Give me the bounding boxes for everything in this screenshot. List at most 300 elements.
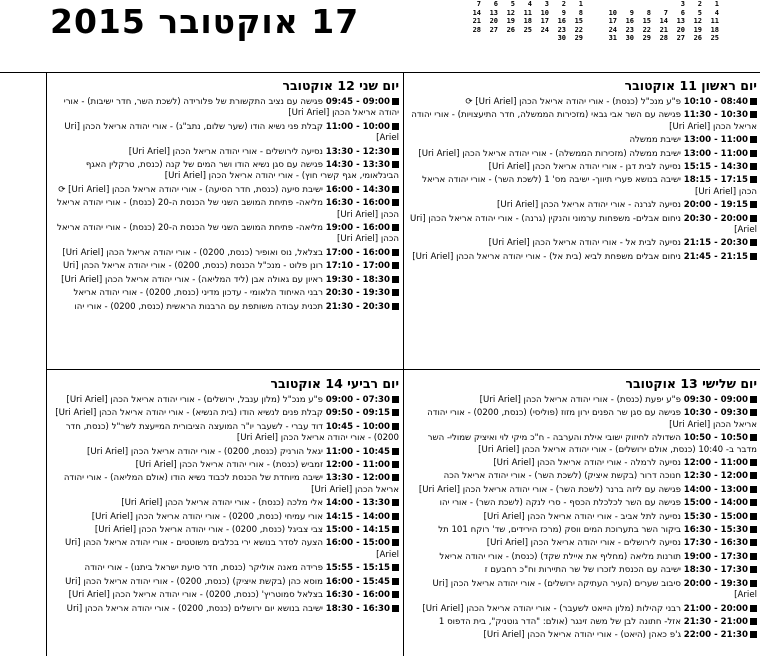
event-time: 10:30 - 11:30 bbox=[683, 110, 748, 121]
event-bullet-icon bbox=[392, 148, 399, 155]
calendar-event[interactable] bbox=[51, 604, 399, 615]
event-description: מליאה- פתיחת המושב השני של הכנסת ה-20 (כנסת) - אורי יהודה אריאל הכהן [Uri Ariel] bbox=[57, 223, 399, 245]
calendar-date: 28 bbox=[659, 34, 668, 42]
calendar-date bbox=[634, 0, 651, 9]
calendar-event[interactable] bbox=[51, 198, 399, 221]
event-bullet-icon bbox=[392, 123, 399, 130]
event-time: 17:30 - 18:30 bbox=[683, 565, 748, 576]
event-bullet-icon bbox=[392, 423, 399, 430]
calendar-event[interactable] bbox=[409, 135, 757, 146]
event-bullet-icon bbox=[750, 605, 757, 612]
event-time: 09:00 - 09:45 bbox=[325, 97, 390, 107]
event-bullet-icon bbox=[750, 631, 757, 638]
event-bullet-icon bbox=[750, 580, 757, 587]
calendar-event[interactable] bbox=[409, 471, 757, 482]
day-monday bbox=[51, 76, 399, 366]
event-description: פגישה עם סגן שר הפנים ירון מזוז (פוליסי) (כנסת, 0200) - אורי יהודה אריאל הכהן [Uri Ariel] bbox=[427, 408, 757, 430]
day-tuesday bbox=[409, 374, 757, 656]
column-divider bbox=[403, 72, 404, 656]
event-description: פגישה עם סגן נשיא הודו ושר המים של קנה (כנסת, טרקלין האגף הבינלאומי, אגף קשרי חוץ) - אורי יהודה אריאל הכהן [Uri Ariel] bbox=[85, 160, 399, 182]
calendar-date bbox=[481, 34, 498, 43]
event-description: קבלת פני נשיא הודו (שער שלום, נתב"ג) - אורי יהודה אריאל הכהן [Uri Ariel] bbox=[64, 121, 399, 144]
event-bullet-icon bbox=[392, 161, 399, 168]
calendar-event[interactable] bbox=[51, 288, 399, 299]
event-description: חנוכה דרור (בקשת איציק) (לשכת השר) - אורי יהודה אריאל הכה bbox=[443, 471, 681, 482]
calendar-date: 12 bbox=[693, 17, 702, 25]
event-bullet-icon bbox=[750, 459, 757, 466]
event-time: 11:00 - 13:00 bbox=[683, 148, 748, 159]
event-bullet-icon bbox=[392, 539, 399, 546]
event-bullet-icon bbox=[392, 591, 399, 598]
event-time: 10:50 - 10:50 bbox=[683, 433, 748, 444]
event-description: בצלאל, נוס ואופיר (כנסת, 0200) - אורי יהודה אריאל הכהן [Uri Ariel] bbox=[62, 247, 323, 258]
event-description: נסיעה לירושלים - אורי יהודה אריאל הכהן [Uri Ariel] bbox=[486, 538, 681, 549]
calendar-date: 1 bbox=[578, 0, 583, 8]
event-description: נסיעה לתל אביב - אורי יהודה אריאל הכהן [Uri Ariel] bbox=[483, 511, 681, 522]
calendar-date: 2 bbox=[561, 0, 566, 8]
calendar-week-row bbox=[600, 0, 719, 9]
calendar-date: 19 bbox=[693, 25, 702, 34]
calendar-event[interactable] bbox=[409, 458, 757, 469]
event-bullet-icon bbox=[392, 605, 399, 612]
event-bullet-icon bbox=[750, 553, 757, 560]
event-description: רונן פלוט - מנכ"ל הכנסת (כנסת, 0200) - אורי יהודה אריאל הכהן [Uri bbox=[62, 261, 323, 272]
event-bullet-icon bbox=[750, 618, 757, 625]
event-time: 19:15 - 20:00 bbox=[683, 200, 748, 211]
calendar-date: 9 bbox=[561, 8, 566, 17]
event-time: 07:30 - 09:00 bbox=[325, 395, 390, 405]
event-time: 09:00 - 09:30 bbox=[683, 395, 748, 405]
calendar-date: 27 bbox=[676, 34, 685, 42]
calendar-event[interactable] bbox=[409, 433, 757, 456]
calendar-event[interactable] bbox=[51, 160, 399, 183]
calendar-event[interactable] bbox=[51, 460, 399, 471]
event-description: יגאל הורניק (כנסת, 0200) - אורי יהודה אריאל הכהן [Uri Ariel] bbox=[86, 446, 323, 457]
event-description: פגישה עם נציב התקשורת של פלורידה (לשכת השר, חדר ישיבות) - אורי יהודה אריאל הכהן [Uri Ariel] bbox=[63, 97, 399, 119]
event-bullet-icon bbox=[750, 566, 757, 573]
calendar-event[interactable] bbox=[51, 248, 399, 259]
event-time: 17:15 - 18:15 bbox=[683, 175, 748, 186]
event-time: 12:00 - 13:30 bbox=[325, 473, 390, 484]
event-bullet-icon bbox=[750, 150, 757, 157]
calendar-event[interactable] bbox=[409, 498, 757, 509]
calendar-date: 3 bbox=[680, 0, 685, 8]
event-description: ישיבת ממשלה (מזכירות הממשלה) - אורי יהודה אריאל הכהן [Uri Ariel] bbox=[418, 148, 681, 159]
calendar-date: 11 bbox=[523, 8, 532, 17]
calendar-date: 13 bbox=[489, 8, 498, 17]
event-time: 15:00 - 15:30 bbox=[683, 511, 748, 522]
calendar-date: 31 bbox=[608, 34, 617, 42]
event-description: ישיבת ממשלה bbox=[629, 135, 681, 146]
calendar-date: 21 bbox=[472, 17, 481, 25]
calendar-event[interactable] bbox=[409, 565, 757, 576]
event-description: פרידה מאנה אוליקר (כנסת, חדר סיעת ישראל ביתנו) - אורי יהודה bbox=[84, 563, 323, 574]
calendar-date: 6 bbox=[493, 0, 498, 8]
event-time: 13:30 - 14:30 bbox=[325, 160, 390, 171]
page-title: 17 אוקטובר 2015 bbox=[50, 2, 360, 41]
calendar-date: 24 bbox=[608, 25, 617, 34]
event-time: 11:00 - 12:00 bbox=[325, 460, 390, 471]
event-time: 14:00 - 15:00 bbox=[683, 498, 748, 509]
calendar-event[interactable] bbox=[51, 498, 399, 509]
calendar-event[interactable] bbox=[409, 214, 757, 237]
event-time: 16:00 - 19:00 bbox=[325, 223, 390, 234]
event-description: ישיבת סיעה (כנסת, חדר הסיעה) - אורי יהודה אריאל הכהן [Uri Ariel] ⟳ bbox=[58, 184, 323, 195]
calendar-date bbox=[617, 0, 634, 9]
event-time: 13:00 - 14:00 bbox=[683, 484, 748, 495]
event-bullet-icon bbox=[750, 486, 757, 493]
calendar-date: 10 bbox=[608, 8, 617, 17]
page-header bbox=[0, 0, 760, 73]
mini-calendar-previous-month bbox=[464, 0, 583, 43]
event-description: צבי צביגל (כנסת, 0200) - אורי יהודה אריאל הכהן [Uri Ariel] bbox=[94, 525, 323, 536]
event-bullet-icon bbox=[750, 396, 757, 403]
calendar-date: 8 bbox=[578, 8, 583, 17]
calendar-event[interactable] bbox=[51, 122, 399, 145]
event-bullet-icon bbox=[392, 409, 399, 416]
calendar-date: 23 bbox=[625, 25, 634, 34]
calendar-date: 23 bbox=[557, 25, 566, 34]
event-description: זמביש (כנסת) - אורי יהודה אריאל הכהן [Uri Ariel] bbox=[135, 460, 323, 471]
calendar-week-row bbox=[600, 9, 719, 18]
event-description: ראיון עם גאולה אבן (ליד המליאה) - אורי יהודה אריאל הכהן [Uri Ariel] bbox=[61, 274, 323, 285]
event-description: נסיעה לגרנה - אורי יהודה אריאל הכהן [Uri Ariel] bbox=[497, 200, 681, 211]
event-description: הצעה לסדר בנושא ירי בכלבים משוטטים - אורי יהודה אריאל הכהן [Uri Ariel] bbox=[64, 538, 399, 560]
event-description: קבלת פנים לנשיא הודו (בית הנשיא) - אורי יהודה אריאל הכהן [Uri Ariel] bbox=[55, 408, 323, 419]
calendar-event[interactable] bbox=[51, 525, 399, 536]
calendar-week-row bbox=[600, 17, 719, 26]
calendar-date: 19 bbox=[506, 17, 515, 25]
event-time: 20:00 - 21:00 bbox=[683, 603, 748, 614]
event-time: 13:30 - 14:00 bbox=[325, 498, 390, 509]
day-title: יום ראשון 11 אוקטובר bbox=[624, 78, 757, 93]
event-time: 17:00 - 17:10 bbox=[325, 261, 390, 272]
calendar-date: 12 bbox=[506, 8, 515, 17]
event-description: נסיעה לרמלה - אורי יהודה אריאל הכהן [Uri Ariel] bbox=[493, 458, 681, 469]
calendar-date: 20 bbox=[489, 17, 498, 25]
calendar-date: 20 bbox=[676, 25, 685, 34]
event-bullet-icon bbox=[392, 303, 399, 310]
event-description: תורנות מליאה (מחליף את איילת שקד) (כנסת) - אורי יהודה אריאל bbox=[439, 551, 681, 562]
calendar-date: 29 bbox=[642, 34, 651, 42]
calendar-event[interactable] bbox=[409, 538, 757, 549]
calendar-date: 13 bbox=[676, 17, 685, 25]
event-time: 16:00 - 16:30 bbox=[325, 198, 390, 209]
mini-calendar-next-month bbox=[600, 0, 719, 43]
day-title: יום שלישי 13 אוקטובר bbox=[625, 376, 757, 391]
calendar-week-row bbox=[464, 17, 583, 26]
calendar-event[interactable] bbox=[51, 275, 399, 286]
day-title: יום שני 12 אוקטובר bbox=[282, 78, 399, 93]
day-sunday bbox=[409, 76, 757, 366]
event-bullet-icon bbox=[392, 98, 399, 105]
calendar-date: 22 bbox=[574, 25, 583, 34]
event-description: נסיעה לבית דגן - אורי יהודה אריאל הכהן [Uri Ariel] bbox=[488, 162, 681, 173]
event-bullet-icon bbox=[392, 224, 399, 231]
event-time: 18:30 - 19:30 bbox=[325, 274, 390, 285]
calendar-event[interactable] bbox=[409, 97, 757, 108]
calendar-event[interactable] bbox=[409, 512, 757, 523]
event-bullet-icon bbox=[392, 474, 399, 481]
calendar-date: 21 bbox=[659, 25, 668, 34]
event-bullet-icon bbox=[750, 513, 757, 520]
calendar-event[interactable] bbox=[409, 604, 757, 615]
calendar-date: 22 bbox=[642, 25, 651, 34]
event-bullet-icon bbox=[750, 176, 757, 183]
event-description: השדולה לחיזוק ישובי אילת והערבה - ח"כ מיקי לוי ואיציק שמולי- השר מדבר ב- 10:40 (כנסת, אולם ירושלים) - אורי יהודה אריאל הכהן [Uri Ariel] bbox=[427, 433, 757, 455]
event-description: רבני קהילות (מלון הייאט לשעבר) - אורי יהודה אריאל הכהן [Uri Ariel] bbox=[422, 603, 681, 614]
event-bullet-icon bbox=[392, 461, 399, 468]
event-description: רבני האיחוד הלאומי - עדכון מדיני (כנסת, 0200) - אורי יהודה אריאל bbox=[73, 288, 323, 299]
calendar-event[interactable] bbox=[51, 422, 399, 445]
calendar-event[interactable] bbox=[409, 630, 757, 641]
event-bullet-icon bbox=[750, 201, 757, 208]
event-time: 20:00 - 20:30 bbox=[683, 213, 748, 224]
event-description: ביקור השר בתערוכת המים ווסק (מרכז הירידים, שד' רוקח 101 תל bbox=[438, 525, 681, 536]
calendar-event[interactable] bbox=[409, 408, 757, 431]
calendar-date: 29 bbox=[574, 34, 583, 42]
event-bullet-icon bbox=[392, 199, 399, 206]
event-time: 16:30 - 18:30 bbox=[325, 603, 390, 614]
calendar-event[interactable] bbox=[409, 162, 757, 173]
calendar-event[interactable] bbox=[51, 185, 399, 196]
calendar-event[interactable] bbox=[51, 395, 399, 406]
event-bullet-icon bbox=[392, 276, 399, 283]
event-time: 11:00 - 12:00 bbox=[683, 458, 748, 469]
event-description: ישיבה בנושא יום ירושלים (כנסת, 0200) - אורי יהודה אריאל הכהן [Uri bbox=[66, 603, 323, 614]
calendar-date: 18 bbox=[523, 17, 532, 25]
event-description: סיבוב שערים (העיר העתיקה ירושלים) - אורי יהודה אריאל הכהן [Uri Ariel] bbox=[432, 578, 757, 601]
calendar-date: 26 bbox=[693, 34, 702, 42]
calendar-event[interactable] bbox=[409, 252, 757, 263]
calendar-date: 9 bbox=[629, 8, 634, 17]
calendar-date: 3 bbox=[544, 0, 549, 8]
event-bullet-icon bbox=[392, 564, 399, 571]
event-time: 09:15 - 09:50 bbox=[325, 408, 390, 419]
event-bullet-icon bbox=[750, 434, 757, 441]
calendar-event[interactable] bbox=[409, 238, 757, 249]
event-bullet-icon bbox=[750, 539, 757, 546]
calendar-date: 5 bbox=[697, 8, 702, 17]
calendar-event[interactable] bbox=[409, 110, 757, 133]
calendar-date bbox=[515, 34, 532, 43]
calendar-date: 15 bbox=[642, 17, 651, 25]
event-bullet-icon bbox=[392, 448, 399, 455]
event-bullet-icon bbox=[750, 215, 757, 222]
calendar-date: 28 bbox=[472, 25, 481, 34]
event-bullet-icon bbox=[392, 578, 399, 585]
event-time: 15:30 - 16:30 bbox=[683, 525, 748, 536]
calendar-date: 17 bbox=[608, 17, 617, 25]
event-time: 11:00 - 13:00 bbox=[683, 135, 748, 146]
event-description: בצלאל סמוטריץ' (כנסת, 0200) - אורי יהודה אריאל הכהן [Uri Ariel] bbox=[68, 590, 323, 601]
calendar-week-row bbox=[464, 34, 583, 43]
calendar-date: 2 bbox=[697, 0, 702, 8]
calendar-event[interactable] bbox=[409, 149, 757, 160]
calendar-date: 11 bbox=[710, 17, 719, 25]
calendar-date: 6 bbox=[680, 8, 685, 17]
day-title: יום רביעי 14 אוקטובר bbox=[270, 376, 399, 391]
event-time: 19:30 - 20:00 bbox=[683, 578, 748, 589]
calendar-date: 18 bbox=[710, 25, 719, 34]
calendar-date: 17 bbox=[540, 17, 549, 25]
event-time: 21:30 - 22:00 bbox=[683, 630, 748, 641]
calendar-date: 1 bbox=[714, 0, 719, 8]
event-description: ג'פ כאהן (היאט) - אורי יהודה אריאל הכהן [Uri Ariel] bbox=[483, 630, 681, 641]
event-time: 10:45 - 11:00 bbox=[325, 446, 390, 457]
event-description: פגישה עם השר אבי גבאי (מזכירות הממשלה, חדר התיעצויות) - אורי יהודה אריאל הכהן [Uri Ariel] bbox=[411, 110, 757, 132]
event-time: 20:30 - 21:15 bbox=[683, 238, 748, 249]
event-description: ניחום אבלים- משפחות ערמוני והנקין (גרנה) - אורי יהודה אריאל הכהן [Uri Ariel] bbox=[410, 213, 757, 236]
calendar-event[interactable] bbox=[51, 447, 399, 458]
calendar-date: 16 bbox=[557, 17, 566, 25]
calendar-event[interactable] bbox=[51, 302, 399, 313]
calendar-date: 24 bbox=[540, 25, 549, 34]
calendar-date: 14 bbox=[659, 17, 668, 25]
event-bullet-icon bbox=[750, 253, 757, 260]
event-bullet-icon bbox=[750, 111, 757, 118]
calendar-event[interactable] bbox=[409, 200, 757, 211]
event-time: 16:00 - 17:00 bbox=[325, 247, 390, 258]
event-time: 21:15 - 21:45 bbox=[683, 251, 748, 262]
calendar-date bbox=[464, 34, 481, 43]
event-time: 14:00 - 14:15 bbox=[325, 511, 390, 522]
event-bullet-icon bbox=[750, 98, 757, 105]
event-time: 12:30 - 13:30 bbox=[325, 146, 390, 157]
event-description: מליאה- פתיחת המושב השני של הכנסת ה-20 (כנסת) - אורי יהודה אריאל הכהן [Uri Ariel] bbox=[57, 198, 399, 220]
event-bullet-icon bbox=[750, 163, 757, 170]
event-time: 09:30 - 10:30 bbox=[683, 408, 748, 419]
calendar-event[interactable] bbox=[409, 617, 757, 628]
event-description: פ"ע מנכ"ל (מלון ענבל, ירושלים) - אורי יהודה אריאל הכהן [Uri Ariel] bbox=[66, 395, 323, 405]
event-time: 19:30 - 20:30 bbox=[325, 288, 390, 299]
event-time: 15:45 - 16:00 bbox=[325, 576, 390, 587]
event-description: נסיעה לירושלים - אורי יהודה אריאל הכהן [Uri Ariel] bbox=[128, 146, 323, 157]
calendar-date: 16 bbox=[625, 17, 634, 25]
calendar-date: 5 bbox=[510, 0, 515, 8]
event-bullet-icon bbox=[392, 526, 399, 533]
event-time: 12:00 - 12:30 bbox=[683, 471, 748, 482]
calendar-event[interactable] bbox=[409, 552, 757, 563]
event-time: 14:30 - 16:00 bbox=[325, 184, 390, 195]
event-bullet-icon bbox=[750, 499, 757, 506]
event-description: ישיבה בנושא פערי תיווך- ישיבה מס' 1 (לשכת השר) - אורי יהודה אריאל הכהן [Uri Ariel] bbox=[422, 175, 757, 197]
calendar-date: 4 bbox=[527, 0, 532, 8]
event-time: 14:30 - 15:15 bbox=[683, 162, 748, 173]
event-time: 16:30 - 17:30 bbox=[683, 538, 748, 549]
calendar-event[interactable] bbox=[51, 261, 399, 272]
event-description: דוד עברי - לשעבר יו"ר המועצה הציבורית המייעצת לשר"ל (כנסת, חדר 0200) - אורי יהודה אריאל הכהן [Uri Ariel] bbox=[65, 421, 399, 444]
calendar-event[interactable] bbox=[51, 563, 399, 574]
event-time: 20:30 - 21:30 bbox=[325, 301, 390, 312]
calendar-date: 25 bbox=[710, 34, 719, 42]
event-bullet-icon bbox=[750, 526, 757, 533]
event-bullet-icon bbox=[392, 289, 399, 296]
event-time: 08:40 - 10:10 bbox=[683, 97, 748, 107]
calendar-event[interactable] bbox=[51, 538, 399, 561]
event-description: ניחום אבלים משפחת לביא (בית אל) - אורי יהודה אריאל הכהן [Uri Ariel] bbox=[412, 251, 681, 262]
row-divider bbox=[47, 369, 760, 370]
event-bullet-icon bbox=[392, 513, 399, 520]
event-bullet-icon bbox=[750, 136, 757, 143]
calendar-date: 27 bbox=[489, 25, 498, 34]
calendar-date: 7 bbox=[663, 8, 668, 17]
calendar-date: 10 bbox=[540, 8, 549, 17]
calendar-week-row bbox=[600, 26, 719, 35]
calendar-date: 26 bbox=[506, 25, 515, 34]
day-wednesday bbox=[51, 374, 399, 656]
event-description: פגישה עם השר לכלכלת הכסף - סרי לנקה (לשכת השר) - אורי יהו bbox=[439, 498, 681, 509]
event-description: אזל- חתונה לבן של משה זינגר (אולם: "הדר גוטניק", בית הדפוס 1 bbox=[438, 616, 681, 627]
calendar-week-row bbox=[464, 9, 583, 18]
event-description: אורי עמיחי (כנסת, 0200) - אורי יהודה אריאל הכהן [Uri Ariel] bbox=[91, 511, 323, 522]
calendar-event[interactable] bbox=[51, 512, 399, 523]
calendar-date: 4 bbox=[714, 8, 719, 17]
event-time: 21:00 - 21:30 bbox=[683, 616, 748, 627]
calendar-event[interactable] bbox=[51, 223, 399, 246]
calendar-week-row bbox=[464, 26, 583, 35]
calendar-date: 8 bbox=[646, 8, 651, 17]
event-description: ישיבה מיוחדת של הכנסת לכבוד נשיא הודו (אולם המליאה) - אורי יהודה אריאל הכהן [Uri Ariel] bbox=[63, 473, 399, 495]
event-description: נסיעה לבית אל - אורי יהודה אריאל הכהן [Uri Ariel] bbox=[488, 238, 681, 249]
event-description: פ"ע מנכ"ל (כנסת) - אורי יהודה אריאל הכהן [Uri Ariel] ⟳ bbox=[465, 97, 681, 107]
calendar-event[interactable] bbox=[51, 473, 399, 496]
calendar-date bbox=[600, 0, 617, 9]
event-time: 10:00 - 11:00 bbox=[325, 121, 390, 132]
calendar-date bbox=[651, 0, 668, 9]
event-time: 14:15 - 15:00 bbox=[325, 525, 390, 536]
calendar-event[interactable] bbox=[409, 485, 757, 496]
event-description: אלי מלכה (כנסת) - אורי יהודה אריאל הכהן [Uri Ariel] bbox=[121, 498, 323, 509]
calendar-event[interactable] bbox=[51, 97, 399, 120]
event-time: 15:15 - 15:55 bbox=[325, 563, 390, 574]
event-time: 16:00 - 16:30 bbox=[325, 590, 390, 601]
event-time: 10:00 - 10:45 bbox=[325, 421, 390, 432]
calendar-event[interactable] bbox=[51, 408, 399, 419]
calendar-week-row bbox=[464, 0, 583, 9]
week-grid bbox=[46, 72, 760, 656]
calendar-date bbox=[532, 34, 549, 43]
event-description: ישיבה עם הכנסת לזכרו של שר התיירות וח"כ רחבעם ז bbox=[484, 565, 681, 576]
event-bullet-icon bbox=[392, 249, 399, 256]
event-bullet-icon bbox=[750, 472, 757, 479]
calendar-week-row bbox=[600, 34, 719, 43]
calendar-event[interactable] bbox=[409, 579, 757, 602]
event-bullet-icon bbox=[392, 262, 399, 269]
calendar-event[interactable] bbox=[51, 577, 399, 588]
event-bullet-icon bbox=[392, 499, 399, 506]
calendar-date: 30 bbox=[625, 34, 634, 42]
calendar-event[interactable] bbox=[409, 175, 757, 198]
calendar-date: 14 bbox=[472, 8, 481, 17]
calendar-date: 30 bbox=[557, 34, 566, 42]
event-bullet-icon bbox=[750, 239, 757, 246]
calendar-date: 15 bbox=[574, 17, 583, 25]
event-description: תכנית עבודה משותפת עם הרבנות הראשית (כנסת, 0200) - אורי יהו bbox=[74, 301, 323, 312]
calendar-date: 7 bbox=[476, 0, 481, 8]
event-time: 17:30 - 19:00 bbox=[683, 551, 748, 562]
event-bullet-icon bbox=[392, 396, 399, 403]
calendar-event[interactable] bbox=[409, 525, 757, 536]
calendar-event[interactable] bbox=[409, 395, 757, 406]
calendar-date: 25 bbox=[523, 25, 532, 34]
calendar-event[interactable] bbox=[51, 590, 399, 601]
event-description: פגישה עם ליזה ברנר (לשכת השר) - אורי יהודה אריאל הכהן [Uri Ariel] bbox=[418, 484, 681, 495]
calendar-event[interactable] bbox=[51, 147, 399, 158]
event-description: מוסא כהן (בקשת איציק) (כנסת, 0200) - אורי יהודה אריאל הכהן [Uri bbox=[65, 576, 323, 587]
calendar-date bbox=[498, 34, 515, 43]
event-time: 15:00 - 16:00 bbox=[325, 538, 390, 549]
